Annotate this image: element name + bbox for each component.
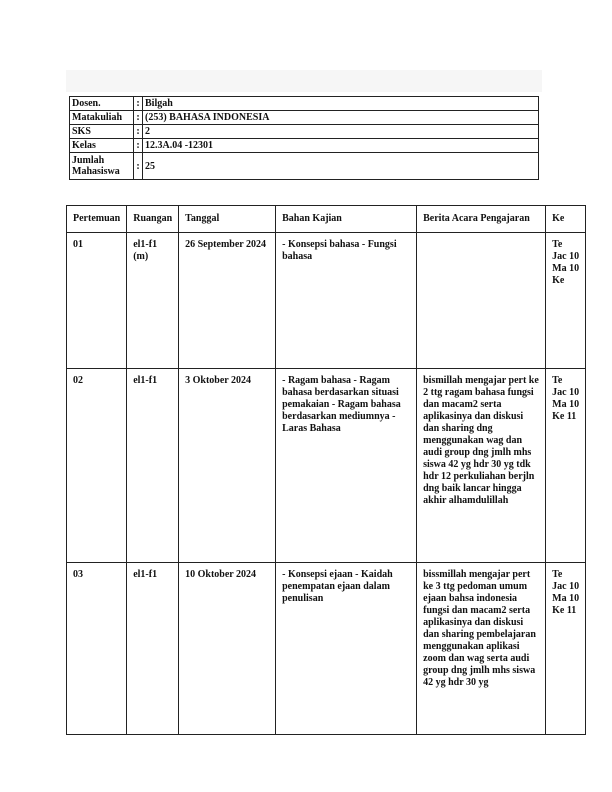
cell-ke: Te Jac 10 Ma 10 Ke 11 <box>546 369 586 563</box>
info-value: (253) BAHASA INDONESIA <box>143 111 539 125</box>
info-row-sks <box>70 125 539 139</box>
meeting-log-table <box>66 205 586 735</box>
cell-pertemuan: 02 <box>67 369 127 563</box>
info-key: Matakuliah <box>70 111 134 125</box>
info-value: 25 <box>143 153 539 180</box>
info-key: Kelas <box>70 139 134 153</box>
cell-bahan-kajian: - Konsepsi ejaan - Kaidah penempatan ejaan dalam penulisan <box>276 563 417 735</box>
header-bahan-kajian: Bahan Kajian <box>276 206 417 233</box>
header-band <box>66 70 542 92</box>
cell-ruangan: el1-f1 <box>127 563 179 735</box>
header-ke: Ke <box>546 206 586 233</box>
cell-pertemuan: 01 <box>67 233 127 369</box>
info-key: Dosen. <box>70 97 134 111</box>
info-colon: : <box>134 139 143 153</box>
cell-pertemuan: 03 <box>67 563 127 735</box>
info-row-kelas <box>70 139 539 153</box>
info-value: 2 <box>143 125 539 139</box>
info-key: Jumlah Mahasiswa <box>70 153 134 180</box>
header-pertemuan: Pertemuan <box>67 206 127 233</box>
info-row-jumlah <box>70 153 539 180</box>
info-row-matakuliah <box>70 111 539 125</box>
cell-berita-acara: bismillah mengajar pert ke 2 ttg ragam bahasa fungsi dan macam2 serta aplikasinya dan diskusi dan sharing dng menggunakan wag dan audi group dng jmlh mhs siswa 42 yg hdr 30 yg tdk hdr 12 perkuliahan berjln dng baik lancar hingga akhir alhamdulillah <box>417 369 546 563</box>
cell-bahan-kajian: - Ragam bahasa - Ragam bahasa berdasarkan situasi pemakaian - Ragam bahasa berdasarkan mediumnya - Laras Bahasa <box>276 369 417 563</box>
cell-berita-acara: bissmillah mengajar pert ke 3 ttg pedoman umum ejaan bahsa indonesia fungsi dan macam2 serta aplikasinya dan diskusi dan sharing pembelajaran menggunakan aplikasi zoom dan wag serta audi group dng jmlh mhs siswa 42 yg hdr 30 yg <box>417 563 546 735</box>
table-row <box>67 563 586 735</box>
cell-tanggal: 10 Oktober 2024 <box>179 563 276 735</box>
cell-berita-acara <box>417 233 546 369</box>
header-tanggal: Tanggal <box>179 206 276 233</box>
table-row <box>67 369 586 563</box>
cell-tanggal: 26 September 2024 <box>179 233 276 369</box>
cell-ruangan: el1-f1 (m) <box>127 233 179 369</box>
table-header-row <box>67 206 586 233</box>
cell-ke: Te Jac 10 Ma 10 Ke 11 <box>546 563 586 735</box>
info-value: 12.3A.04 -12301 <box>143 139 539 153</box>
info-colon: : <box>134 111 143 125</box>
info-colon: : <box>134 125 143 139</box>
cell-tanggal: 3 Oktober 2024 <box>179 369 276 563</box>
info-value: Bilgah <box>143 97 539 111</box>
course-info-table <box>69 96 539 180</box>
info-row-dosen <box>70 97 539 111</box>
info-colon: : <box>134 153 143 180</box>
info-key: SKS <box>70 125 134 139</box>
header-berita-acara: Berita Acara Pengajaran <box>417 206 546 233</box>
cell-bahan-kajian: - Konsepsi bahasa - Fungsi bahasa <box>276 233 417 369</box>
info-colon: : <box>134 97 143 111</box>
header-ruangan: Ruangan <box>127 206 179 233</box>
cell-ruangan: el1-f1 <box>127 369 179 563</box>
table-row <box>67 233 586 369</box>
cell-ke: Te Jac 10 Ma 10 Ke <box>546 233 586 369</box>
